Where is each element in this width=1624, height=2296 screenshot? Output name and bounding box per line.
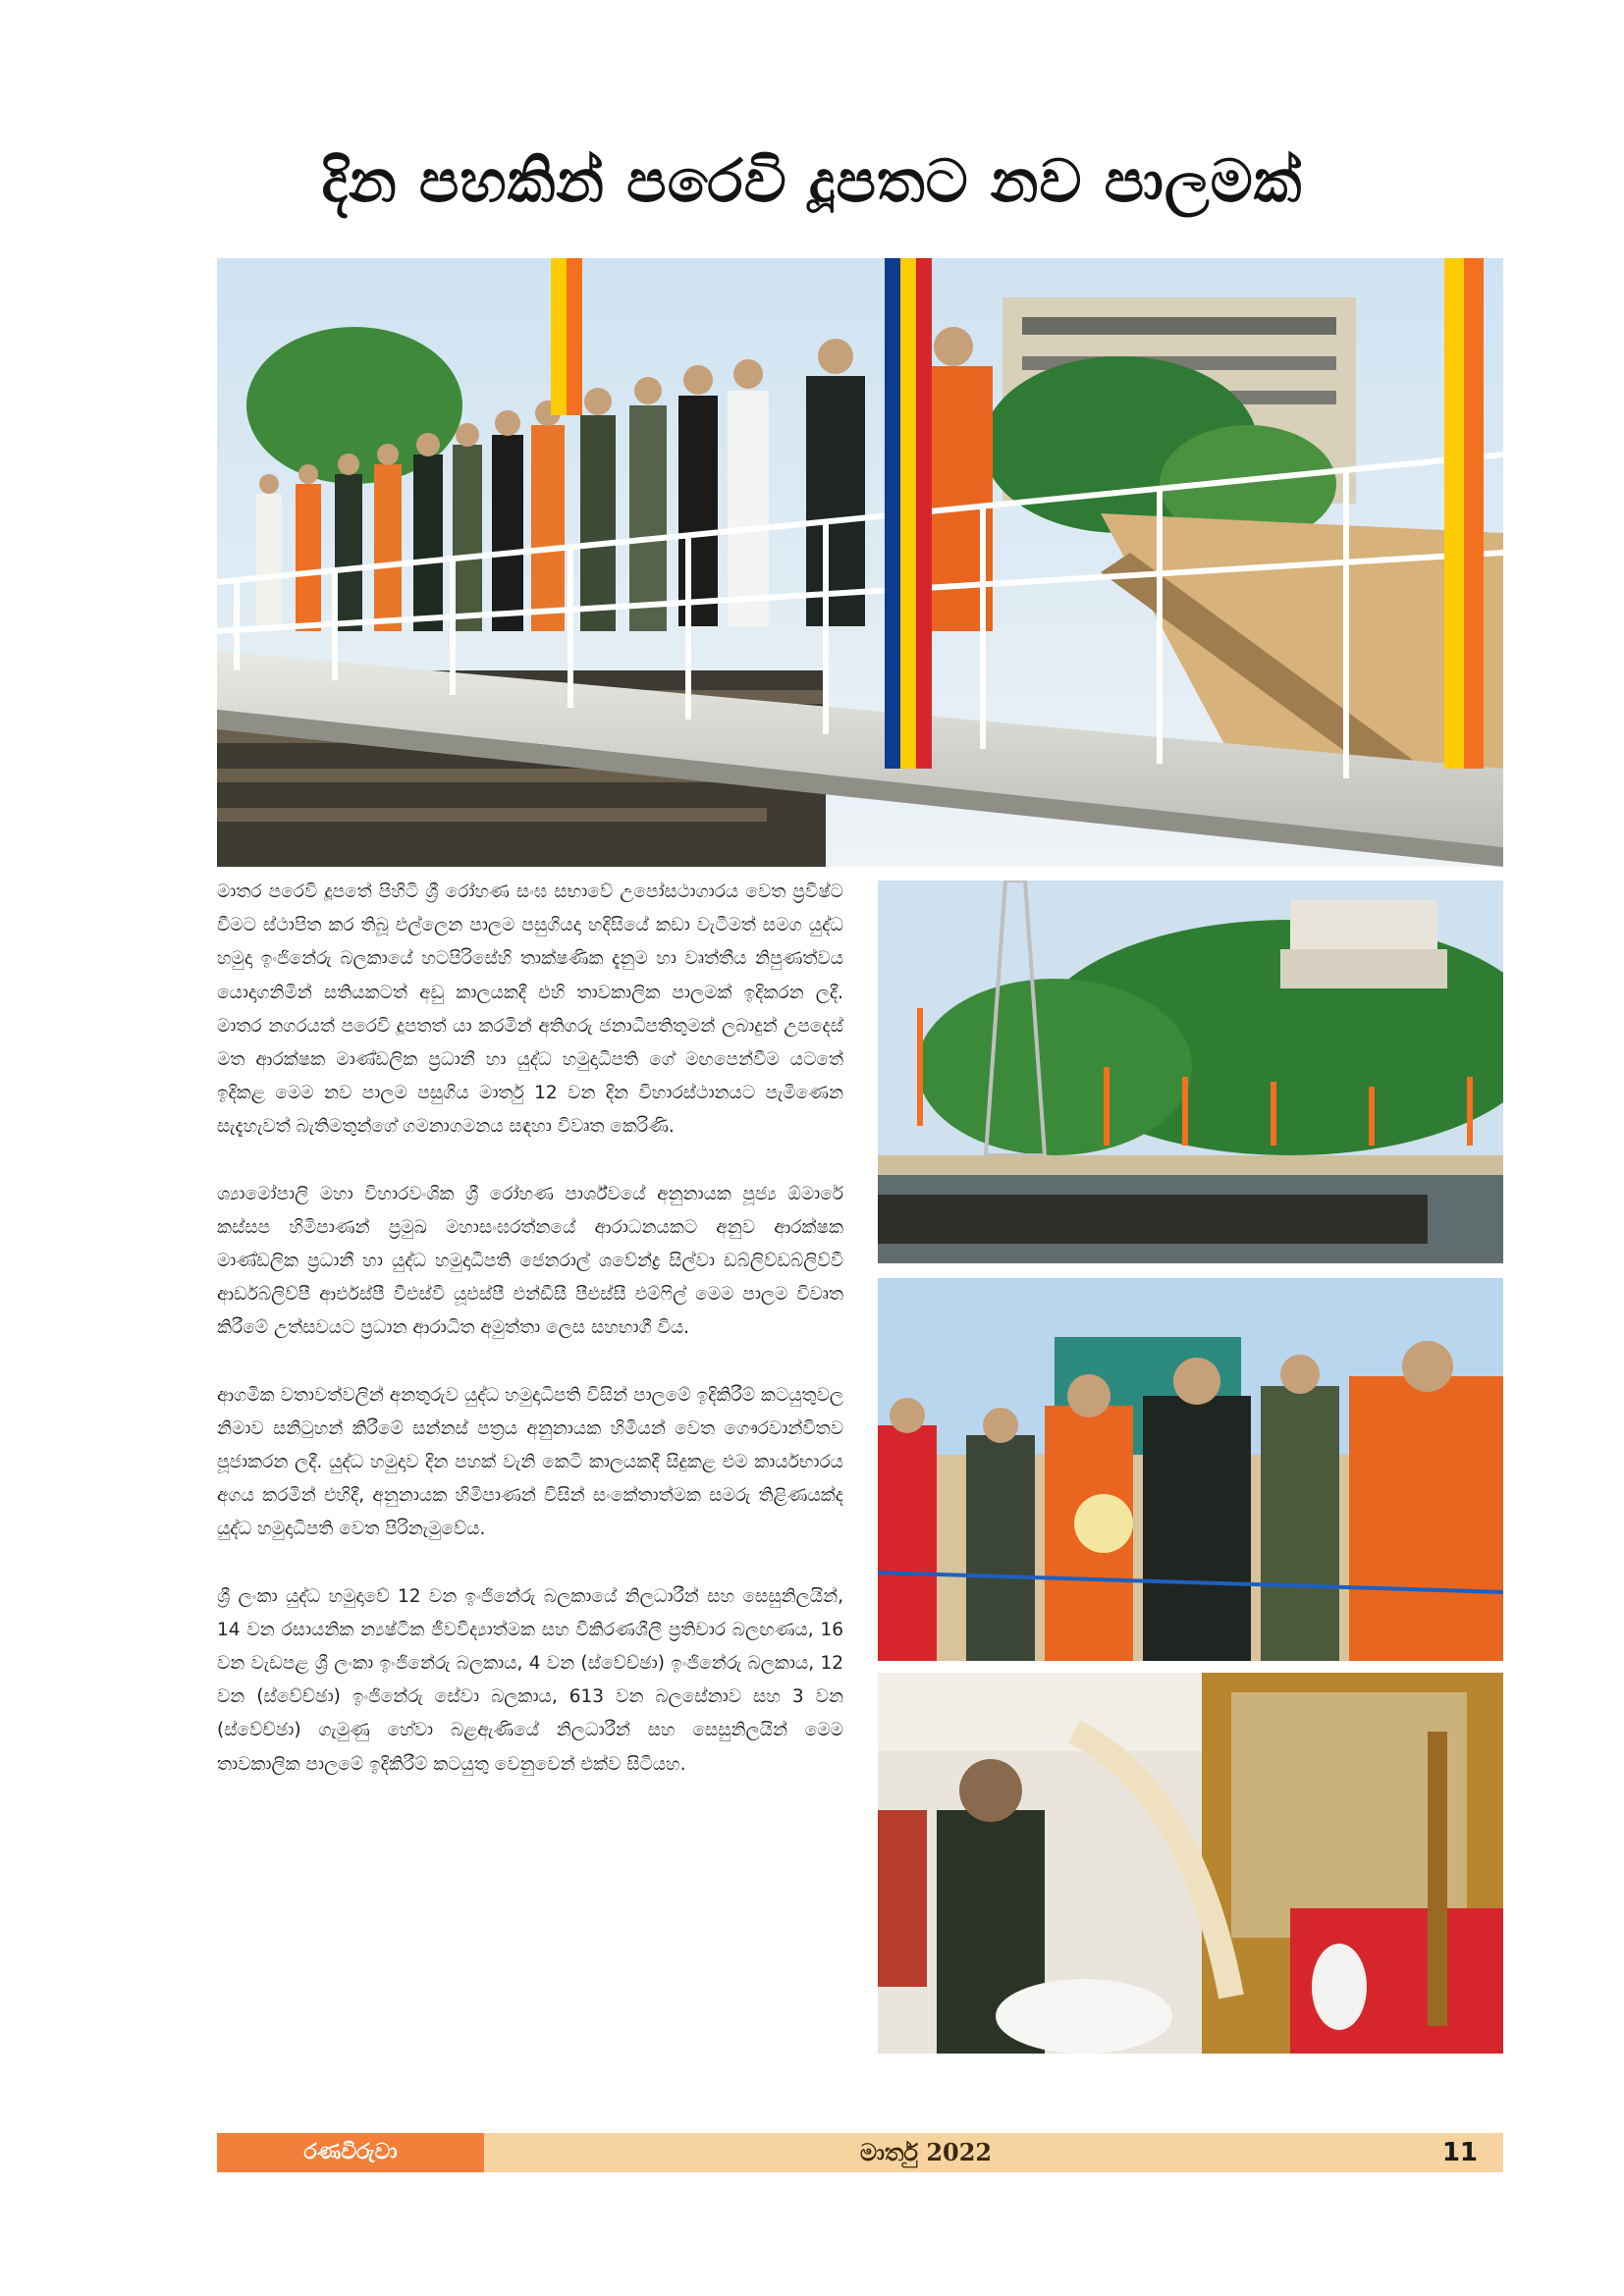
article-paragraph: මාතර පරෙවි දූපතේ පිහිටි ශ්‍රී රෝහණ සංඝ සභාවේ උපෝසථාගාරය වෙත ප්‍රවිෂ්ට වීමට ස්ථාපිත කර තිබූ එල්ලෙන පාලම පසුගියදා හදිසියේ කඩා වැටීමත් සමග යුද්ධ හමුදා ඉංජිනේරු බලකායේ හටපිරිසේහි තාක්ෂණික දැනුම හා වෘත්තීය නිපුණත්වය යොදාගනිමින් සතියකටත් අඩු කාලයකදී එහි තාවකාලික පාලමක් ඉදිකරන ලදී. මාතර නගරයත් පරෙවි දූපතත් යා කරමින් අතිගරු ජනාධිපතිතුමන් ලබාදුන් උපදෙස් මත ආරක්ෂක මාණ්ඩලික ප්‍රධානී හා යුද්ධ හමුදාධිපති ගේ මඟපෙන්වීම යටතේ ඉදිකළ මෙම නව පාලම පසුගිය මාර්තු 12 වන දින විහාරස්ථානයට පැමිණෙන සැදැහැවත් බැතිමතුන්ගේ ගමනාගමනය සඳහා විවෘත කෙරිණි. — [217, 881, 843, 1138]
page-footer — [217, 2133, 1503, 2172]
article-paragraph: ආගමික වතාවත්වලින් අනතුරුව යුද්ධ හමුදාධිපති විසින් පාලමේ ඉදිකිරීම් කටයුතුවල නිමාව සනිටුහන් කිරීමේ සන්නස් පත්‍රය අනුනායක හිමියන් වෙත ගෞරවාන්විතව පූජාකරන ලදී. යුද්ධ හමුදාව දින පහක් වැනි කෙටි කාලයකදී සිදුකළ එම කාර්යභාරය අගය කරමින් එහිදී, අනුනායක හිමිපාණන් විසින් සංකේතාත්මක සමරු තිළිණයක්ද යුද්ධ හමුදාධිපති වෙත පිරිනැමුවේය. — [217, 1384, 843, 1540]
ribbon-cutting-photo — [878, 1278, 1503, 1661]
magazine-brand: රණවිරුවා — [217, 2133, 484, 2172]
page-title: දින පහකින් පරෙවි දූපතට නව පාලමක් — [321, 147, 1303, 216]
article-paragraph: ශ්‍යාමෝපාලි මහා විහාරවංශික ශ්‍රී රෝහණ පාර්ශ්වයේ අනුනායක පූජ්‍ය ඕමාරේ කස්සප හිමිපාණන් ප්‍රමුඛ මහාසංඝරත්නයේ ආරාධනයකට අනුව ආරක්ෂක මාණ්ඩලික ප්‍රධානී හා යුද්ධ හමුදාධිපති ජෙනරාල් ශවේන්ද්‍ර සිල්වා ඩබ්ලිව්ඩබ්ලිව්වී ආර්ඩබ්ලිව්පී ආර්එස්පී වීඑස්වී යූඑස්පී එන්ඩීසී පීඑස්සී එම්ෆිල් මෙම පාලම විවෘත කිරීමේ උත්සවයට ප්‍රධාන ආරාධිත අමුත්තා ලෙස සහභාගී විය. — [217, 1183, 843, 1339]
issue-date: මාර්තු 2022 — [859, 2138, 993, 2166]
page-number: 11 — [1441, 2138, 1478, 2167]
article-body — [217, 876, 843, 1815]
shrine-offering-photo — [878, 1673, 1503, 2054]
bridge-procession-photo — [217, 258, 1503, 867]
article-paragraph: ශ්‍රී ලංකා යුද්ධ හමුදාවේ 12 වන ඉංජිනේරු බලකායේ නිලධාරීන් සහ සෙසුනිලයින්, 14 වන රසායනික න්‍යෂ්ටික ජීවවිද්‍යාත්මක සහ විකිරණශීලී ප්‍රතිචාර බලඟණය, 16 වන වැඩපළ ශ්‍රී ලංකා ඉංජිනේරු බලකාය, 4 වන (ස්වේච්ඡා) ඉංජිනේරු බලකාය, 12 වන (ස්වේච්ඡා) ඉංජිනේරු සේවා බලකාය, 613 වන බලසේනාව සහ 3 වන (ස්වේච්ඡා) ගැමුණු හේවා බළඇණියේ නිලධාරීන් සහ සෙසුනිලයින් මෙම තාවකාලික පාලමේ ඉදිකිරීම් කටයුතු වෙනුවෙන් එක්ව සිටියහ. — [217, 1585, 843, 1775]
island-temple-photo — [878, 881, 1503, 1263]
